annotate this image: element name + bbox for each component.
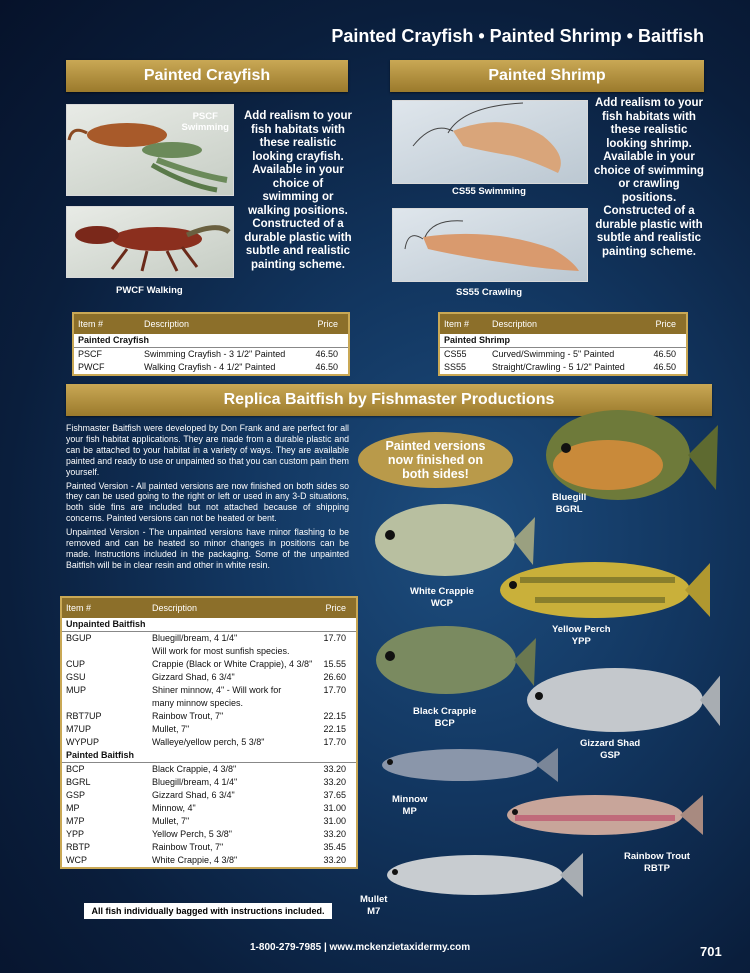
table-category: Painted Shrimp bbox=[440, 334, 686, 348]
item-price bbox=[319, 645, 356, 658]
item-price: 22.15 bbox=[323, 724, 346, 734]
col-description: Description bbox=[488, 314, 645, 334]
table-category: Unpainted Baitfish bbox=[62, 618, 356, 632]
table-row bbox=[62, 645, 356, 658]
item-price: 33.20 bbox=[323, 777, 346, 787]
item-price: 22.15 bbox=[323, 711, 346, 721]
table-row bbox=[62, 723, 356, 736]
rainbow-trout-fish bbox=[507, 795, 703, 835]
item-code: SS55 bbox=[444, 362, 467, 372]
table-row bbox=[62, 841, 356, 854]
bluegill-fish bbox=[546, 410, 718, 500]
item-price: 17.70 bbox=[323, 633, 346, 643]
item-description: Curved/Swimming - 5" Painted bbox=[492, 349, 615, 359]
table-row bbox=[62, 776, 356, 789]
item-price: 26.60 bbox=[323, 672, 346, 682]
item-price: 46.50 bbox=[653, 349, 676, 359]
col-item: Item # bbox=[62, 598, 148, 618]
item-code: GSU bbox=[66, 672, 86, 682]
item-description: Rainbow Trout, 7" bbox=[152, 842, 224, 852]
gizzard-shad-fish bbox=[527, 668, 720, 732]
white-crappie-label: White Crappie WCP bbox=[410, 586, 474, 609]
baitfish-intro bbox=[66, 423, 349, 574]
item-code: YPP bbox=[66, 829, 85, 839]
table-row bbox=[440, 348, 686, 362]
item-description: Crappie (Black or White Crappie), 4 3/8" bbox=[152, 659, 313, 669]
item-code: PWCF bbox=[78, 362, 105, 372]
crayfish-heading: Painted Crayfish bbox=[66, 60, 348, 92]
crayfish-price-table bbox=[72, 312, 350, 376]
crayfish-walking-image bbox=[67, 207, 233, 277]
item-description: Will work for most sunfish species. bbox=[152, 646, 290, 656]
baitfish-paragraph: Unpainted Version - The unpainted versions have minor flashing to be removed and can be heated so minor changes in positions can be made. Instructions included in the packaging. Some of the unpainted Baitfish will be in clear resin and other in white resin. bbox=[66, 527, 349, 570]
table-row bbox=[74, 348, 348, 362]
baitfish-paragraph: Painted Version - All painted versions are now finished on both sides so they can be used going to the right or left or used in any 3-D situations, both side fins are included but not attached because of shipping concerns. Painted versions can not be heated or bent. bbox=[66, 480, 349, 524]
col-price: Price bbox=[307, 314, 348, 334]
table-row bbox=[62, 697, 356, 710]
crayfish-walking-label: PWCF Walking bbox=[116, 285, 183, 296]
baitfish-heading: Replica Baitfish by Fishmaster Productions bbox=[66, 384, 712, 416]
item-code: BCP bbox=[66, 764, 85, 774]
item-code: CS55 bbox=[444, 349, 467, 359]
baitfish-price-table bbox=[60, 596, 358, 869]
item-price: 33.20 bbox=[323, 829, 346, 839]
yellow-perch-fish bbox=[500, 562, 710, 618]
item-price: 17.70 bbox=[323, 737, 346, 747]
col-price: Price bbox=[319, 598, 356, 618]
item-description: Mullet, 7" bbox=[152, 816, 190, 826]
shrimp-swimming-image bbox=[393, 101, 587, 183]
col-item: Item # bbox=[440, 314, 488, 334]
shrimp-swimming-photo bbox=[392, 100, 588, 184]
item-description: Gizzard Shad, 6 3/4" bbox=[152, 790, 235, 800]
crayfish-walking-photo bbox=[66, 206, 234, 278]
item-price: 33.20 bbox=[323, 764, 346, 774]
item-description: many minnow species. bbox=[152, 698, 244, 708]
table-row bbox=[74, 361, 348, 374]
item-description: Minnow, 4" bbox=[152, 803, 196, 813]
item-code: RBT7UP bbox=[66, 711, 102, 721]
shrimp-crawling-photo bbox=[392, 208, 588, 282]
item-code: M7UP bbox=[66, 724, 92, 734]
item-code bbox=[62, 697, 148, 710]
crayfish-description: Add realism to your fish habitats with these realistic looking crayfish. Available in your choice of swimming or walking positions. Constructed of a durable plastic with subtle and realistic painting scheme. bbox=[244, 110, 352, 271]
item-description: Gizzard Shad, 6 3/4" bbox=[152, 672, 235, 682]
table-row bbox=[62, 671, 356, 684]
item-description: Yellow Perch, 5 3/8" bbox=[152, 829, 232, 839]
item-description: Mullet, 7" bbox=[152, 724, 190, 734]
bagged-note: All fish individually bagged with instructions included. bbox=[84, 903, 332, 919]
item-description: White Crappie, 4 3/8" bbox=[152, 855, 238, 865]
item-code: BGUP bbox=[66, 633, 92, 643]
item-code: GSP bbox=[66, 790, 86, 800]
page-number: 701 bbox=[700, 944, 722, 959]
item-code: MP bbox=[66, 803, 80, 813]
page-title: Painted Crayfish • Painted Shrimp • Baitfish bbox=[331, 26, 704, 46]
table-row bbox=[62, 763, 356, 777]
item-description: Shiner minnow, 4" - Will work for bbox=[152, 685, 282, 695]
shrimp-description: Add realism to your fish habitats with these realistic looking shrimp. Available in your choice of swimming or crawling positions. Constructed of a durable plastic with subtle and realistic painting scheme. bbox=[594, 97, 704, 258]
item-description: Swimming Crayfish - 3 1/2" Painted bbox=[144, 349, 286, 359]
item-description: Rainbow Trout, 7" bbox=[152, 711, 224, 721]
item-code: M7P bbox=[66, 816, 85, 826]
yellow-perch-label: Yellow Perch YPP bbox=[552, 624, 611, 647]
black-crappie-label: Black Crappie BCP bbox=[413, 706, 477, 729]
black-crappie-fish bbox=[376, 626, 536, 694]
item-code bbox=[62, 645, 148, 658]
item-description: Black Crappie, 4 3/8" bbox=[152, 764, 237, 774]
item-description: Bluegill/bream, 4 1/4" bbox=[152, 633, 238, 643]
item-price: 31.00 bbox=[323, 803, 346, 813]
table-row bbox=[62, 815, 356, 828]
item-price: 46.50 bbox=[653, 362, 676, 372]
rainbow-trout-label: Rainbow Trout RBTP bbox=[624, 851, 690, 874]
item-price: 31.00 bbox=[323, 816, 346, 826]
col-price: Price bbox=[645, 314, 686, 334]
item-price: 17.70 bbox=[323, 685, 346, 695]
gizzard-shad-label: Gizzard Shad GSP bbox=[580, 738, 641, 761]
mullet-label: Mullet M7 bbox=[360, 894, 388, 917]
item-price: 33.20 bbox=[323, 855, 346, 865]
shrimp-price-table bbox=[438, 312, 688, 376]
item-price: 46.50 bbox=[315, 349, 338, 359]
table-category: Painted Crayfish bbox=[74, 334, 348, 348]
item-price bbox=[319, 697, 356, 710]
item-code: PSCF bbox=[78, 349, 103, 359]
item-price: 46.50 bbox=[315, 362, 338, 372]
item-description: Walleye/yellow perch, 5 3/8" bbox=[152, 737, 265, 747]
mullet-fish bbox=[387, 853, 583, 897]
table-row bbox=[62, 736, 356, 749]
shrimp-heading: Painted Shrimp bbox=[390, 60, 704, 92]
minnow-fish bbox=[382, 748, 558, 782]
table-row bbox=[62, 802, 356, 815]
col-description: Description bbox=[140, 314, 307, 334]
painted-callout-text: Painted versions now finished on both sides! bbox=[385, 439, 486, 481]
item-price: 15.55 bbox=[323, 659, 346, 669]
shrimp-swimming-label: CS55 Swimming bbox=[452, 186, 526, 197]
table-row bbox=[62, 658, 356, 671]
item-price: 37.65 bbox=[323, 790, 346, 800]
item-code: WYPUP bbox=[66, 737, 100, 747]
table-row bbox=[62, 789, 356, 802]
footer-contact: 1-800-279-7985 | www.mckenzietaxidermy.com bbox=[250, 942, 471, 953]
white-crappie-fish bbox=[375, 504, 535, 576]
shrimp-crawling-label: SS55 Crawling bbox=[456, 287, 522, 298]
table-row bbox=[62, 828, 356, 841]
table-category: Painted Baitfish bbox=[62, 749, 356, 763]
table-row bbox=[440, 361, 686, 374]
item-code: BGRL bbox=[66, 777, 91, 787]
item-price: 35.45 bbox=[323, 842, 346, 852]
item-description: Straight/Crawling - 5 1/2" Painted bbox=[492, 362, 625, 372]
bluegill-label: Bluegill BGRL bbox=[552, 492, 587, 515]
item-description: Bluegill/bream, 4 1/4" bbox=[152, 777, 238, 787]
table-row bbox=[62, 710, 356, 723]
table-row bbox=[62, 684, 356, 697]
crayfish-swimming-label: PSCF Swimming bbox=[181, 111, 229, 133]
table-row bbox=[62, 854, 356, 867]
item-code: RBTP bbox=[66, 842, 91, 852]
item-code: MUP bbox=[66, 685, 86, 695]
item-code: CUP bbox=[66, 659, 86, 669]
col-description: Description bbox=[148, 598, 319, 618]
minnow-label: Minnow MP bbox=[392, 794, 428, 817]
table-row bbox=[62, 632, 356, 646]
shrimp-crawling-image bbox=[393, 209, 587, 281]
item-description: Walking Crayfish - 4 1/2" Painted bbox=[144, 362, 276, 372]
baitfish-paragraph: Fishmaster Baitfish were developed by Don Frank and are perfect for all your fish habitat applications. They are made from a durable plastic and can be attached to your habitat in a variety of ways. They are available painted and ready to use or unpainted so that you can custom pain them yourself. bbox=[66, 423, 349, 477]
baitfish-illustrations bbox=[360, 395, 720, 915]
item-code: WCP bbox=[66, 855, 87, 865]
col-item: Item # bbox=[74, 314, 140, 334]
crayfish-swimming-photo bbox=[66, 104, 234, 196]
